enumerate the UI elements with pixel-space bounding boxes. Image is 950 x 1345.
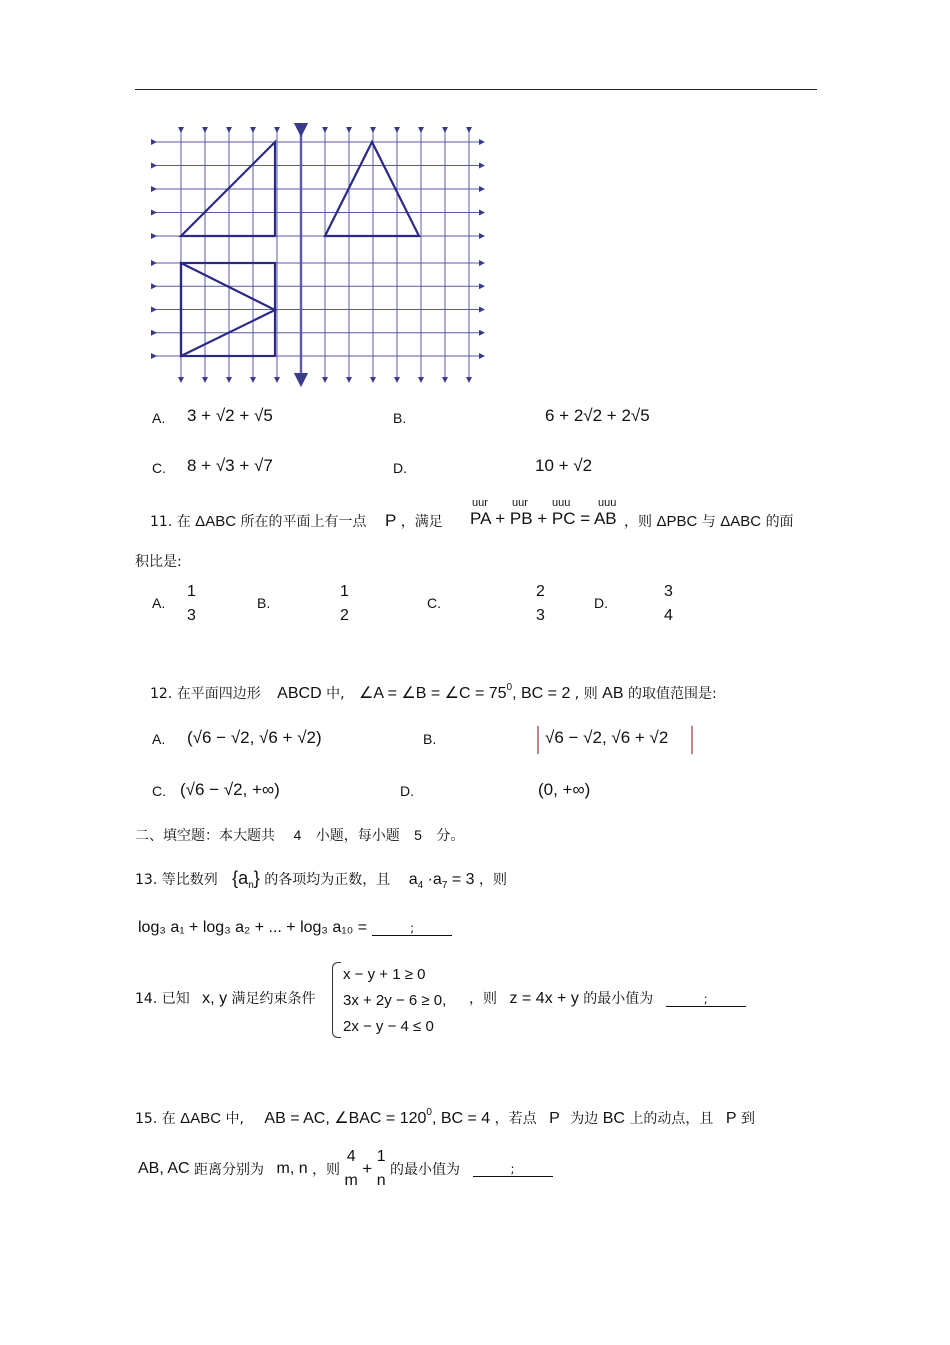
q12-degree: 0 [506, 682, 513, 693]
q11-arrow-pa: uur [472, 497, 488, 509]
q12-text1: 12. 在平面四边形 [150, 686, 261, 702]
q11-option-c-num: 2 [536, 583, 545, 600]
q13-line1 [135, 868, 507, 891]
q13-c1: 4 [417, 880, 424, 891]
q15-fraction-2 [377, 1145, 386, 1193]
q14-vars: x, y [202, 990, 228, 1007]
q11-option-b-num: 1 [340, 583, 349, 600]
q12-option-b-label: B. [423, 731, 437, 747]
q13-c2: 7 [441, 880, 448, 891]
q11-option-a-fraction [187, 580, 196, 628]
q12-text4: 的取值范围是: [627, 686, 717, 702]
q15-answer-blank[interactable]: ; [473, 1162, 553, 1177]
q11-point: P [384, 511, 397, 530]
q15-text4: 为边 [570, 1111, 599, 1127]
q11-line2: 积比是: [135, 554, 182, 570]
q13-condition [408, 871, 475, 891]
q11-option-d-fraction [664, 580, 673, 628]
q15-text3: ，若点 [494, 1111, 537, 1127]
q13-line2 [138, 917, 452, 937]
q11-option-a-num: 1 [187, 583, 196, 600]
q15-condition [264, 1107, 491, 1127]
q12-option-d-expr: (0, +∞) [538, 780, 591, 799]
q12-option-d-label: D. [400, 783, 414, 799]
q15-degree: 0 [426, 1107, 432, 1118]
q13-seq-end: } [253, 868, 260, 888]
q12-line1 [150, 682, 717, 703]
q11-triangle-pbc: ΔPBC [656, 513, 698, 530]
q11-vector-equation: PA + PB + PC = AB [470, 509, 617, 528]
q14-text2: 满足约束条件 [231, 991, 316, 1007]
q15-triangle: ΔABC [180, 1110, 222, 1127]
q12-angle-condition [358, 682, 571, 702]
q14-text1: 14. 已知 [135, 991, 190, 1007]
q14-constraint-3: 2x − y − 4 ≤ 0 [343, 1018, 434, 1035]
q15-line2 [138, 1145, 553, 1193]
q11-option-d-den: 4 [664, 607, 673, 624]
section2-p1: 二、填空题：本大题共 [135, 828, 275, 844]
q11-line1-end [624, 511, 794, 531]
option-a-expr: 3 + √2 + √5 [187, 406, 273, 425]
q15-cond2: , BC = 4 [431, 1110, 491, 1127]
option-a-label: A. [152, 410, 166, 426]
q14-constraint-1: x − y + 1 ≥ 0 [343, 966, 426, 983]
q11-option-b-label: B. [257, 595, 271, 611]
q15-line2b: 距离分别为 [194, 1162, 265, 1178]
q15-point: P [549, 1110, 560, 1127]
q15-point-2: P [725, 1110, 737, 1127]
q11-text3: ，满足 [400, 514, 443, 530]
q13-cond: a [408, 871, 418, 888]
section2-heading [135, 825, 464, 845]
q13-sequence [232, 868, 260, 891]
section2-p3: 分。 [436, 828, 465, 844]
q13-expr: log₃ a₁ + log₃ a₂ + ... + log₃ a₁₀ = [138, 919, 368, 936]
grid-figure [148, 122, 488, 387]
option-c-expr: 8 + √3 + √7 [187, 456, 273, 475]
q12-quad: ABCD [277, 685, 322, 702]
header-rule [135, 89, 817, 90]
q11-text5: 与 [701, 514, 716, 530]
q15-cond: AB = AC, ∠BAC = 120 [264, 1110, 427, 1127]
q14-text3: ，则 [469, 991, 497, 1007]
q11-option-c-label: C. [427, 595, 441, 611]
option-c-label: C. [152, 460, 166, 476]
q11-option-d-label: D. [594, 595, 608, 611]
option-b-expr: 6 + 2√2 + 2√5 [545, 406, 650, 425]
q14-answer-blank[interactable]: ; [666, 992, 746, 1007]
q11-triangle: ΔABC [195, 513, 237, 530]
section2-p2: 小题，每小题 [315, 828, 400, 844]
q15-fraction-1 [345, 1145, 358, 1193]
q11-option-d-num: 3 [664, 583, 673, 600]
q13-cmid: ·a [423, 871, 442, 888]
q12-cond: ∠A = ∠B = ∠C = 75 [358, 685, 507, 702]
q12-option-a-expr: (√6 − √2, √6 + √2) [187, 728, 322, 747]
q11-option-b-fraction [340, 580, 349, 628]
q14-tail [469, 988, 746, 1008]
q12-cond2: , BC = 2 [512, 685, 571, 702]
option-d-label: D. [393, 460, 407, 476]
q15-f2-num: 1 [376, 1148, 386, 1165]
q15-bc: BC [602, 1110, 625, 1127]
q15-text6: 到 [740, 1111, 755, 1127]
q11-text1: 11. 在 [150, 514, 191, 530]
q11-line1 [150, 511, 443, 531]
q14-brace [332, 962, 341, 1038]
q15-mn: m, n [276, 1160, 308, 1177]
q15-line2d: 的最小值为 [390, 1162, 461, 1178]
q12-option-a-label: A. [152, 731, 166, 747]
q11-option-b-den: 2 [340, 607, 349, 624]
q11-arrow-ab: uuu [598, 497, 617, 509]
q15-line2c: ，则 [312, 1162, 341, 1178]
q11-option-c-fraction [536, 580, 545, 628]
q11-text2: 所在的平面上有一点 [240, 514, 367, 530]
q15-f1-num: 4 [346, 1148, 356, 1165]
section2-n2: 5 [414, 827, 422, 843]
q11-option-c-den: 3 [536, 607, 545, 624]
q11-option-a-den: 3 [187, 607, 196, 624]
q12-option-b-expr: √6 − √2, √6 + √2 [545, 728, 669, 747]
q12-text3: , 则 [574, 686, 598, 702]
q13-seq: {a [232, 868, 249, 888]
q11-arrow-pb: uur [512, 497, 528, 509]
q15-text5: 上的动点，且 [629, 1111, 714, 1127]
q13-text1: 13. 等比数列 [135, 872, 218, 888]
option-b-label: B. [393, 410, 407, 426]
q11-option-a-label: A. [152, 595, 166, 611]
q13-answer-blank[interactable]: ; [372, 921, 452, 936]
q14-objective: z = 4x + y [509, 990, 579, 1007]
q11-arrow-pc: uuu [552, 497, 571, 509]
q15-sides: AB, AC [138, 1160, 190, 1177]
q12-option-c-expr: (√6 − √2, +∞) [180, 780, 280, 799]
section2-n1: 4 [293, 827, 302, 843]
q15-text2: 中, [225, 1111, 244, 1127]
q15-f1-den: m [344, 1172, 358, 1189]
q11-triangle-abc: ΔABC [720, 513, 762, 530]
q14-constraint-2: 3x + 2y − 6 ≥ 0, [343, 992, 447, 1009]
q14-text4: 的最小值为 [583, 991, 654, 1007]
q13-text2: 的各项均为正数，且 [264, 872, 391, 888]
q13-cend: = 3 [447, 871, 475, 888]
q15-text1: 15. 在 [135, 1111, 176, 1127]
q14-intro [135, 988, 316, 1008]
option-d-expr: 10 + √2 [535, 456, 593, 475]
q12-ab: AB [602, 685, 624, 702]
q12-text2: 中, [326, 686, 345, 702]
q13-seq-sub: n [248, 880, 254, 891]
q15-f2-den: n [376, 1172, 386, 1189]
q12-option-c-label: C. [152, 783, 166, 799]
q11-text6: 的面 [765, 514, 794, 530]
q11-text4: ，则 [624, 514, 652, 530]
q13-text3: ，则 [478, 872, 507, 888]
q15-line1 [135, 1107, 755, 1128]
q15-plus: + [362, 1159, 373, 1178]
